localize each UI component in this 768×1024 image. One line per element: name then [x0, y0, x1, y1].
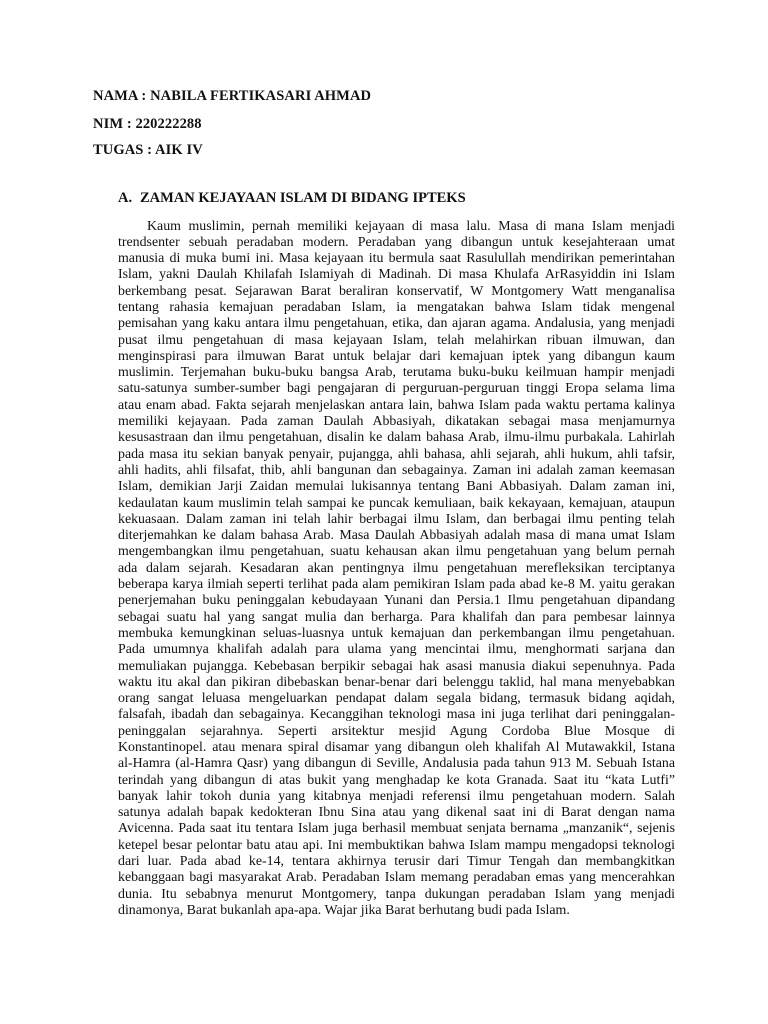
paragraph-line: pusat ilmu pengetahuan di masa kejayaan Islam, telah melahirkan ribuan ilmuwan, dan	[118, 332, 675, 348]
paragraph-line: sebagai suatu hal yang sangat mulia dan berharga. Para khalifah dan para pembesar lainnya	[118, 609, 675, 625]
paragraph-line: membuka kemungkinan seluas-luasnya untuk kemajuan dan perkembangan ilmu pengetahuan.	[118, 625, 675, 641]
paragraph-line: penerjemahan buku peninggalan kebudayaan Yunani dan Persia.1 Ilmu pengetahuan dipandang	[118, 593, 675, 609]
paragraph-line: dinamonya, Barat bukanlah apa-apa. Wajar jika Barat berhutang budi pada Islam.	[118, 902, 570, 918]
paragraph-line: memiliki kejayaan. Pada zaman Daulah Abbasiyah, dikatakan sebagai masa menjamurnya	[118, 414, 675, 430]
paragraph-line: Kaum muslimin, pernah memiliki kejayaan di masa lalu. Masa di mana Islam menjadi	[147, 218, 675, 234]
paragraph-line: muslimin. Terjemahan buku-buku bangsa Arab, terutama buku-buku keilmuan hampir menjadi	[118, 365, 675, 381]
paragraph-line: manusia di muka bumi ini. Masa kejayaan itu bermula saat Rasulullah mendirikan pemerintahan	[118, 251, 675, 267]
paragraph-line: Avicenna. Pada saat itu tentara Islam juga berhasil membuat senjata bernama „manzanik“, sejenis	[118, 821, 675, 837]
section-heading	[118, 190, 466, 207]
paragraph-line: satu-satunya sumber-sumber bagi pengajaran di perguruan-perguruan tinggi Eropa selama lima	[118, 381, 675, 397]
paragraph-line: kedaulatan kaum muslimin telah sampai ke puncak kemuliaan, baik kekayaan, kemajuan, ataupun	[118, 495, 675, 511]
paragraph-line: menginspirasi para ilmuwan Barat untuk belajar dari kemajuan iptek yang dibangun kaum	[118, 348, 675, 364]
student-name: NAMA : NABILA FERTIKASARI AHMAD	[93, 88, 372, 104]
paragraph-line: trendsenter sebuah peradaban modern. Peradaban yang dibangun untuk kesejahteraan umat	[118, 234, 675, 250]
paragraph-line: ahli hadits, ahli filsafat, thib, ahli bangunan dan sebagainya. Zaman ini adalah zaman keemasan	[118, 462, 675, 478]
paragraph-line: atau enam abad. Fakta sejarah menjelaskan antara lain, bahwa Islam pada waktu pertama kalinya	[118, 397, 675, 413]
paragraph-line: ketepel besar pelontar batu atau api. Ini membuktikan bahwa Islam mampu mengadopsi teknologi	[118, 837, 675, 853]
assignment-label: TUGAS : AIK IV	[93, 142, 203, 158]
paragraph-line: diterjemahkan ke dalam bahasa Arab. Masa Daulah Abbasiyah adalah masa di mana umat Islam	[118, 528, 675, 544]
paragraph-line: dari luar. Pada abad ke-14, tentara akhirnya terusir dari Timur Tengah dan membangkitkan	[118, 854, 675, 870]
paragraph-line: mengembangkan ilmu pengetahuan, suatu kehausan akan ilmu pengetahuan yang belum pernah	[118, 544, 675, 560]
paragraph-line: Pada umumnya khalifah adalah para ulama yang mencintai ilmu, menghormati sarjana dan	[118, 642, 675, 658]
paragraph-line: al-Hamra (al-Hamra Qasr) yang dibangun di Seville, Andalusia pada tahun 913 M. Sebuah Istana	[118, 756, 675, 772]
paragraph-line: pemisahan yang kaku antara ilmu pengetahuan, etika, dan ajaran agama. Andalusia, yang menjadi	[118, 316, 675, 332]
section-number: A.	[118, 190, 133, 206]
paragraph-line: Konstantinopel. atau menara spiral disamar yang dibangun oleh khalifah Al Mutawakkil, Istana	[118, 740, 675, 755]
body-paragraph	[118, 219, 675, 920]
paragraph-line: Islam, demikian Jarji Zaidan memulai lukisannya tentang Bani Abbasiyah. Dalam zaman ini,	[118, 479, 675, 495]
paragraph-line: kesusastraan dan ilmu pengetahuan, disalin ke dalam bahasa Arab, ilmu-ilmu purbakala. Lahirlah	[118, 430, 675, 446]
student-nim: NIM : 220222288	[93, 116, 202, 132]
paragraph-line: waktu itu akal dan pikiran dibebaskan benar-benar dari belenggu taklid, hal mana menyebabkan	[118, 674, 675, 690]
paragraph-line: dunia. Itu sebabnya menurut Montgomery, tanpa dukungan peradaban Islam yang menjadi	[118, 886, 675, 902]
paragraph-line: berkembang pesat. Sejarawan Barat beraliran konservatif, W Montgomery Watt menganalisa	[118, 283, 675, 299]
paragraph-line: banyak lahir tokoh dunia yang kitabnya menjadi referensi ilmu pengetahuan modern. Salah	[118, 788, 675, 804]
paragraph-line: pada masa itu sekian banyak penyair, pujangga, ahli bahasa, ahli sejarah, ahli hukum, ahli tafsir,	[118, 446, 675, 462]
paragraph-line: beberapa karya ilmiah seperti terlihat pada alam pemikiran Islam pada abad ke-8 M. yaitu gerakan	[118, 577, 675, 593]
paragraph-line: falsafah, ibadah dan sebagainya. Kecanggihan teknologi masa ini juga terlihat dari peninggalan-	[118, 707, 675, 723]
paragraph-line: kebanggaan bagi masyarakat Arab. Peradaban Islam memang peradaban emas yang mencerahkan	[118, 870, 675, 886]
paragraph-line: memuliakan pujangga. Kebebasan berpikir sebagai hak asasi manusia diakui sepenuhnya. Pada	[118, 658, 675, 674]
paragraph-line: ada dalam sejarah. Kesadaran akan pentingnya ilmu pengetahuan merefleksikan terciptanya	[118, 560, 675, 576]
paragraph-line: orang sangat leluasa mengeluarkan pendapat dalam segala bidang, termasuk bidang aqidah,	[118, 691, 675, 707]
paragraph-line: satunya adalah bapak kedokteran Ibnu Sina atau yang dikenal saat ini di Barat dengan nama	[118, 805, 675, 821]
paragraph-line: tentang rahasia kemajuan peradaban Islam, ia mengatakan bahwa Islam tidak mengenal	[118, 299, 675, 315]
section-title: ZAMAN KEJAYAAN ISLAM DI BIDANG IPTEKS	[140, 190, 466, 206]
paragraph-line: peninggalan sejarahnya. Seperti arsitektur mesjid Agung Cordoba Blue Mosque di	[118, 723, 675, 739]
paragraph-line: terindah yang dibangun di atas bukit yang menghadap ke kota Granada. Saat itu “kata Lutfi”	[118, 772, 675, 788]
paragraph-line: Islam, yakni Daulah Khilafah Islamiyah di Madinah. Di masa Khulafa ArRasyiddin ini Islam	[118, 267, 675, 283]
paragraph-line: kekuasaan. Dalam zaman ini telah lahir berbagai ilmu Islam, dan berbagai ilmu penting telah	[118, 511, 675, 527]
